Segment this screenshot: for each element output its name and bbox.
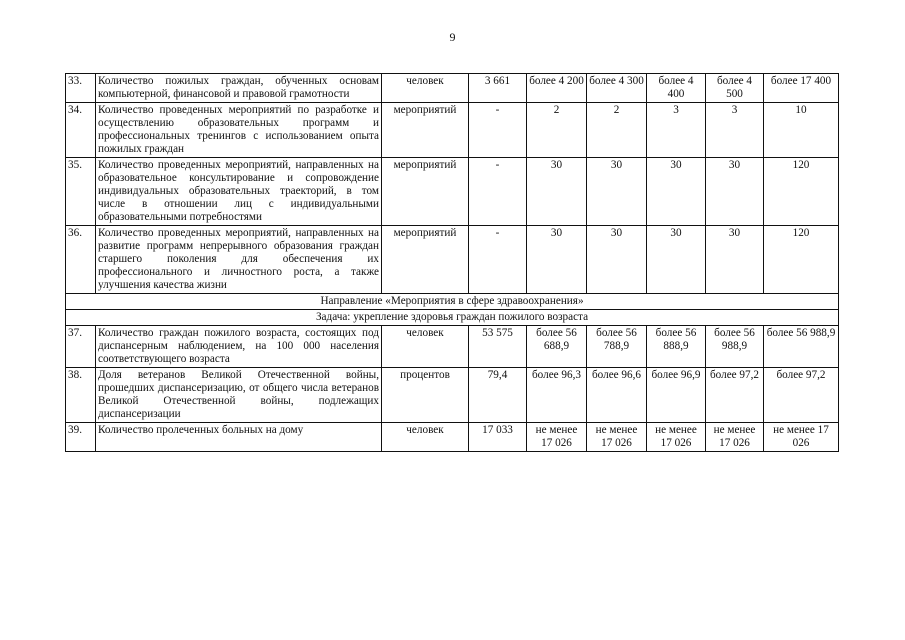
table-row xyxy=(66,103,839,158)
table-row xyxy=(66,74,839,103)
total-value: 10 xyxy=(764,103,839,158)
row-number: 35. xyxy=(66,158,96,226)
indicator-description: Количество пролеченных больных на дому xyxy=(96,423,382,452)
unit-of-measure: мероприятий xyxy=(382,103,469,158)
base-value: 79,4 xyxy=(469,368,527,423)
year-2-value: более 56 788,9 xyxy=(587,326,647,368)
indicator-description: Доля ветеранов Великой Отечественной войны, прошедших диспансеризацию, от общего числа ветеранов Великой Отечественной войны, подлежащих диспансеризации xyxy=(96,368,382,423)
table-body-sections xyxy=(66,294,839,326)
year-4-value: 3 xyxy=(706,103,764,158)
row-number: 34. xyxy=(66,103,96,158)
indicator-description: Количество проведенных мероприятий, направленных на образовательное консультирование и сопровождение индивидуальных образовательных траекторий, в том числе в отношении лиц с индивидуальными образовательными потребностями xyxy=(96,158,382,226)
base-value: - xyxy=(469,103,527,158)
unit-of-measure: процентов xyxy=(382,368,469,423)
year-3-value: 30 xyxy=(647,158,706,226)
year-4-value: не менее 17 026 xyxy=(706,423,764,452)
year-3-value: более 96,9 xyxy=(647,368,706,423)
indicator-description: Количество граждан пожилого возраста, состоящих под диспансерным наблюдением, на 100 000 населения соответствующего возраста xyxy=(96,326,382,368)
unit-of-measure: человек xyxy=(382,423,469,452)
year-4-value: более 56 988,9 xyxy=(706,326,764,368)
section-task-title: Задача: укрепление здоровья граждан пожилого возраста xyxy=(66,310,839,326)
year-1-value: более 56 688,9 xyxy=(527,326,587,368)
year-2-value: 2 xyxy=(587,103,647,158)
indicator-description: Количество проведенных мероприятий по разработке и осуществлению образовательных программ и профессиональных тренингов с использованием опыта пожилых граждан xyxy=(96,103,382,158)
total-value: более 56 988,9 xyxy=(764,326,839,368)
row-number: 36. xyxy=(66,226,96,294)
section-direction-title: Направление «Мероприятия в сфере здравоохранения» xyxy=(66,294,839,310)
row-number: 38. xyxy=(66,368,96,423)
base-value: 53 575 xyxy=(469,326,527,368)
unit-of-measure: мероприятий xyxy=(382,226,469,294)
total-value: 120 xyxy=(764,226,839,294)
row-number: 39. xyxy=(66,423,96,452)
base-value: - xyxy=(469,158,527,226)
section-row-direction xyxy=(66,294,839,310)
year-2-value: 30 xyxy=(587,158,647,226)
total-value: 120 xyxy=(764,158,839,226)
table-body-education xyxy=(66,74,839,294)
unit-of-measure: человек xyxy=(382,74,469,103)
unit-of-measure: мероприятий xyxy=(382,158,469,226)
year-2-value: более 96,6 xyxy=(587,368,647,423)
year-3-value: 30 xyxy=(647,226,706,294)
year-2-value: более 4 300 xyxy=(587,74,647,103)
indicator-description: Количество проведенных мероприятий, направленных на развитие программ непрерывного образования граждан старшего поколения для обеспечения их профессионального и личностного роста, а также улучшения качества жизни xyxy=(96,226,382,294)
year-3-value: не менее 17 026 xyxy=(647,423,706,452)
page-number: 9 xyxy=(449,30,456,44)
table-row xyxy=(66,368,839,423)
row-number: 33. xyxy=(66,74,96,103)
base-value: 3 661 xyxy=(469,74,527,103)
table-row xyxy=(66,423,839,452)
year-1-value: более 96,3 xyxy=(527,368,587,423)
table-row xyxy=(66,226,839,294)
unit-of-measure: человек xyxy=(382,326,469,368)
year-4-value: 30 xyxy=(706,158,764,226)
year-1-value: 30 xyxy=(527,226,587,294)
section-row-task xyxy=(66,310,839,326)
year-3-value: более 56 888,9 xyxy=(647,326,706,368)
year-4-value: 30 xyxy=(706,226,764,294)
year-1-value: 30 xyxy=(527,158,587,226)
year-4-value: более 4 500 xyxy=(706,74,764,103)
table-body-health xyxy=(66,326,839,452)
year-2-value: не менее 17 026 xyxy=(587,423,647,452)
year-1-value: 2 xyxy=(527,103,587,158)
year-1-value: не менее 17 026 xyxy=(527,423,587,452)
table-row xyxy=(66,158,839,226)
row-number: 37. xyxy=(66,326,96,368)
indicator-description: Количество пожилых граждан, обученных основам компьютерной, финансовой и правовой грамотности xyxy=(96,74,382,103)
base-value: - xyxy=(469,226,527,294)
table-row xyxy=(66,326,839,368)
year-3-value: более 4 400 xyxy=(647,74,706,103)
year-2-value: 30 xyxy=(587,226,647,294)
year-1-value: более 4 200 xyxy=(527,74,587,103)
year-4-value: более 97,2 xyxy=(706,368,764,423)
year-3-value: 3 xyxy=(647,103,706,158)
total-value: не менее 17 026 xyxy=(764,423,839,452)
indicators-table xyxy=(65,73,839,452)
total-value: более 97,2 xyxy=(764,368,839,423)
base-value: 17 033 xyxy=(469,423,527,452)
total-value: более 17 400 xyxy=(764,74,839,103)
